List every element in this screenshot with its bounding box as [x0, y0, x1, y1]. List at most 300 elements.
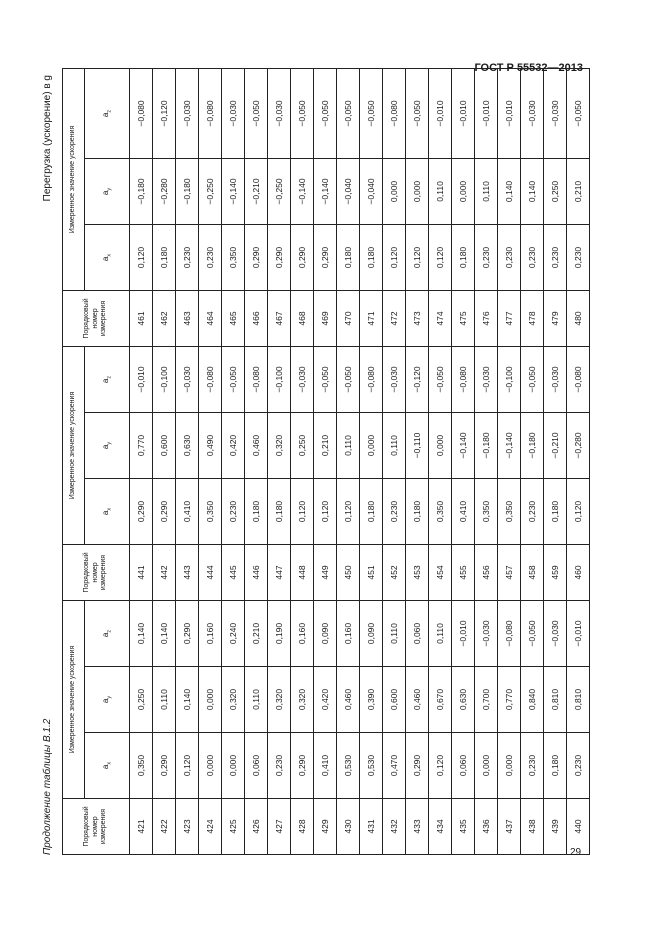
acceleration-value-cell: 0,180	[360, 224, 383, 290]
acceleration-value-cell: −0,050	[337, 346, 360, 412]
measurement-number-cell: 459	[544, 544, 567, 600]
table-row	[245, 68, 268, 854]
acceleration-value-cell: −0,050	[521, 600, 544, 666]
acceleration-value-cell: 0,350	[475, 478, 498, 544]
axis-symbol: a	[100, 510, 110, 516]
acceleration-value-cell: 0,700	[475, 667, 498, 733]
axis-header-y	[85, 412, 130, 478]
acceleration-value-cell: 0,120	[429, 224, 452, 290]
measurement-number-cell: 424	[199, 799, 222, 855]
acceleration-value-cell: 0,160	[199, 600, 222, 666]
acceleration-value-cell: −0,110	[406, 412, 429, 478]
acceleration-value-cell: 0,110	[429, 158, 452, 224]
acceleration-value-cell: −0,080	[130, 68, 153, 158]
table-row	[153, 68, 176, 854]
acceleration-value-cell: 0,460	[406, 667, 429, 733]
acceleration-value-cell: −0,140	[222, 158, 245, 224]
acceleration-value-cell: −0,080	[383, 68, 406, 158]
table-row	[291, 68, 314, 854]
acceleration-value-cell: −0,010	[475, 68, 498, 158]
measurement-number-cell: 470	[337, 290, 360, 346]
acceleration-value-cell: 0,000	[498, 733, 521, 799]
rotated-table-area	[42, 75, 584, 855]
acceleration-value-cell: 0,000	[452, 158, 475, 224]
acceleration-value-cell: 0,140	[130, 600, 153, 666]
measurement-number-cell: 437	[498, 799, 521, 855]
acceleration-value-cell: 0,000	[475, 733, 498, 799]
axis-header-y	[85, 667, 130, 733]
table-row	[314, 68, 337, 854]
acceleration-value-cell: 0,350	[222, 224, 245, 290]
table-row	[268, 68, 291, 854]
measurement-number-cell: 447	[268, 544, 291, 600]
axis-header-x	[85, 224, 130, 290]
table-row	[498, 68, 521, 854]
measurement-number-cell: 475	[452, 290, 475, 346]
table-header	[63, 68, 130, 854]
measurement-number-cell: 457	[498, 544, 521, 600]
measured-value-group-header: Измеренное значение ускорения	[63, 68, 85, 290]
acceleration-value-cell: −0,080	[245, 346, 268, 412]
measurement-number-cell: 461	[130, 290, 153, 346]
acceleration-value-cell: 0,290	[314, 224, 337, 290]
measurement-number-cell: 451	[360, 544, 383, 600]
acceleration-value-cell: 0,230	[567, 224, 590, 290]
acceleration-value-cell: 0,290	[153, 733, 176, 799]
acceleration-value-cell: 0,000	[199, 667, 222, 733]
axis-header-x	[85, 733, 130, 799]
acceleration-value-cell: −0,100	[498, 346, 521, 412]
acceleration-value-cell: 0,410	[314, 733, 337, 799]
acceleration-value-cell: −0,010	[567, 600, 590, 666]
acceleration-value-cell: −0,080	[199, 346, 222, 412]
acceleration-value-cell: −0,030	[176, 68, 199, 158]
acceleration-value-cell: 0,320	[268, 412, 291, 478]
acceleration-value-cell: 0,420	[314, 667, 337, 733]
acceleration-value-cell: 0,670	[429, 667, 452, 733]
acceleration-value-cell: 0,420	[222, 412, 245, 478]
measurement-number-cell: 445	[222, 544, 245, 600]
acceleration-value-cell: 0,770	[130, 412, 153, 478]
table-continuation-caption: Продолжение таблицы В.1.2	[42, 718, 53, 855]
acceleration-value-cell: 0,160	[337, 600, 360, 666]
acceleration-value-cell: 0,530	[337, 733, 360, 799]
measurement-number-cell: 452	[383, 544, 406, 600]
measurement-number-cell: 431	[360, 799, 383, 855]
acceleration-value-cell: 0,290	[176, 600, 199, 666]
measurement-number-cell: 440	[567, 799, 590, 855]
measurement-number-cell: 462	[153, 290, 176, 346]
acceleration-value-cell: 0,140	[521, 158, 544, 224]
acceleration-value-cell: 0,250	[130, 667, 153, 733]
acceleration-value-cell: 0,230	[521, 224, 544, 290]
index-column-header: Порядковый номер измерения	[63, 544, 130, 600]
acceleration-value-cell: 0,180	[153, 224, 176, 290]
acceleration-value-cell: −0,080	[452, 346, 475, 412]
acceleration-value-cell: 0,000	[360, 412, 383, 478]
acceleration-value-cell: 0,210	[314, 412, 337, 478]
acceleration-value-cell: 0,120	[567, 478, 590, 544]
acceleration-value-cell: 0,210	[567, 158, 590, 224]
acceleration-value-cell: −0,030	[383, 346, 406, 412]
acceleration-value-cell: 0,110	[153, 667, 176, 733]
measurement-number-cell: 465	[222, 290, 245, 346]
acceleration-value-cell: 0,230	[544, 224, 567, 290]
acceleration-value-cell: 0,390	[360, 667, 383, 733]
axis-subscript: y	[106, 187, 113, 191]
acceleration-value-cell: −0,180	[130, 158, 153, 224]
acceleration-value-cell: −0,010	[452, 68, 475, 158]
measurement-number-cell: 442	[153, 544, 176, 600]
acceleration-value-cell: 0,110	[383, 600, 406, 666]
table-row	[452, 68, 475, 854]
acceleration-value-cell: 0,600	[383, 667, 406, 733]
acceleration-value-cell: −0,030	[521, 68, 544, 158]
acceleration-value-cell: 0,230	[199, 224, 222, 290]
acceleration-value-cell: −0,050	[360, 68, 383, 158]
measurement-number-cell: 436	[475, 799, 498, 855]
acceleration-value-cell: 0,120	[337, 478, 360, 544]
acceleration-value-cell: 0,120	[383, 224, 406, 290]
measurement-number-cell: 474	[429, 290, 452, 346]
measurement-number-cell: 439	[544, 799, 567, 855]
acceleration-value-cell: −0,030	[291, 346, 314, 412]
table-row	[406, 68, 429, 854]
acceleration-value-cell: 0,110	[383, 412, 406, 478]
acceleration-value-cell: 0,000	[429, 412, 452, 478]
acceleration-value-cell: −0,030	[222, 68, 245, 158]
axis-symbol: a	[100, 632, 110, 638]
index-column-header: Порядковый номер измерения	[63, 799, 130, 855]
measurement-number-cell: 473	[406, 290, 429, 346]
measurement-number-cell: 429	[314, 799, 337, 855]
acceleration-value-cell: 0,230	[268, 733, 291, 799]
acceleration-value-cell: 0,110	[337, 412, 360, 478]
acceleration-value-cell: 0,290	[130, 478, 153, 544]
measurement-number-cell: 438	[521, 799, 544, 855]
acceleration-value-cell: 0,120	[406, 224, 429, 290]
acceleration-value-cell: 0,320	[291, 667, 314, 733]
acceleration-value-cell: 0,180	[406, 478, 429, 544]
measurement-number-cell: 466	[245, 290, 268, 346]
measurement-number-cell: 430	[337, 799, 360, 855]
table-row	[360, 68, 383, 854]
measurement-number-cell: 423	[176, 799, 199, 855]
table-row	[521, 68, 544, 854]
axis-subscript: z	[106, 375, 113, 379]
acceleration-value-cell: 0,120	[176, 733, 199, 799]
acceleration-value-cell: 0,060	[452, 733, 475, 799]
acceleration-value-cell: 0,230	[475, 224, 498, 290]
measurement-number-cell: 450	[337, 544, 360, 600]
acceleration-value-cell: 0,490	[199, 412, 222, 478]
acceleration-value-cell: 0,000	[199, 733, 222, 799]
acceleration-value-cell: −0,210	[544, 412, 567, 478]
acceleration-value-cell: 0,250	[291, 412, 314, 478]
acceleration-value-cell: −0,210	[245, 158, 268, 224]
acceleration-value-cell: −0,120	[153, 68, 176, 158]
axis-symbol: a	[100, 190, 110, 196]
table-row	[337, 68, 360, 854]
acceleration-value-cell: −0,180	[475, 412, 498, 478]
acceleration-value-cell: 0,110	[245, 667, 268, 733]
acceleration-value-cell: 0,460	[245, 412, 268, 478]
acceleration-value-cell: −0,050	[429, 346, 452, 412]
axis-symbol: a	[100, 764, 110, 770]
acceleration-value-cell: 0,320	[268, 667, 291, 733]
acceleration-value-cell: 0,230	[521, 478, 544, 544]
acceleration-value-cell: −0,010	[452, 600, 475, 666]
acceleration-value-cell: 0,120	[314, 478, 337, 544]
acceleration-value-cell: −0,250	[199, 158, 222, 224]
acceleration-value-cell: −0,080	[360, 346, 383, 412]
measurement-number-cell: 458	[521, 544, 544, 600]
measurement-number-cell: 444	[199, 544, 222, 600]
measurement-number-cell: 428	[291, 799, 314, 855]
acceleration-value-cell: −0,030	[544, 68, 567, 158]
acceleration-value-cell: 0,350	[429, 478, 452, 544]
measurement-number-cell: 478	[521, 290, 544, 346]
measurement-number-cell: 455	[452, 544, 475, 600]
acceleration-value-cell: −0,050	[406, 68, 429, 158]
measured-value-group-header: Измеренное значение ускорения	[63, 600, 85, 798]
acceleration-value-cell: −0,140	[452, 412, 475, 478]
acceleration-value-cell: 0,060	[245, 733, 268, 799]
table-row	[544, 68, 567, 854]
acceleration-value-cell: −0,030	[176, 346, 199, 412]
axis-header-z	[85, 600, 130, 666]
acceleration-value-cell: −0,030	[475, 600, 498, 666]
acceleration-value-cell: 0,230	[222, 478, 245, 544]
acceleration-value-cell: −0,040	[337, 158, 360, 224]
acceleration-value-cell: 0,230	[176, 224, 199, 290]
acceleration-value-cell: −0,010	[498, 68, 521, 158]
axis-subscript: x	[106, 507, 113, 511]
acceleration-value-cell: 0,120	[291, 478, 314, 544]
axis-subscript: x	[106, 253, 113, 257]
measurement-number-cell: 460	[567, 544, 590, 600]
acceleration-value-cell: −0,030	[544, 600, 567, 666]
measurement-number-cell: 471	[360, 290, 383, 346]
acceleration-value-cell: 0,410	[452, 478, 475, 544]
acceleration-value-cell: 0,210	[245, 600, 268, 666]
measurement-number-cell: 433	[406, 799, 429, 855]
table-row	[199, 68, 222, 854]
acceleration-value-cell: 0,810	[544, 667, 567, 733]
acceleration-value-cell: 0,140	[153, 600, 176, 666]
measurement-number-cell: 454	[429, 544, 452, 600]
acceleration-value-cell: 0,530	[360, 733, 383, 799]
table-row	[383, 68, 406, 854]
acceleration-value-cell: 0,180	[268, 478, 291, 544]
acceleration-value-cell: 0,290	[245, 224, 268, 290]
acceleration-value-cell: 0,350	[498, 478, 521, 544]
acceleration-value-cell: 0,460	[337, 667, 360, 733]
acceleration-value-cell: 0,000	[383, 158, 406, 224]
measurement-number-cell: 472	[383, 290, 406, 346]
acceleration-value-cell: 0,810	[567, 667, 590, 733]
standard-code: ГОСТ Р 55532—2013	[474, 62, 583, 74]
overload-caption: Перегрузка (ускорение) в g	[42, 75, 53, 202]
acceleration-value-cell: 0,230	[567, 733, 590, 799]
acceleration-value-cell: −0,080	[567, 346, 590, 412]
measurement-number-cell: 432	[383, 799, 406, 855]
table-row	[222, 68, 245, 854]
axis-symbol: a	[100, 444, 110, 450]
measurement-number-cell: 449	[314, 544, 337, 600]
acceleration-value-cell: −0,080	[199, 68, 222, 158]
acceleration-value-cell: −0,180	[176, 158, 199, 224]
acceleration-value-cell: −0,030	[475, 346, 498, 412]
acceleration-value-cell: −0,050	[222, 346, 245, 412]
acceleration-value-cell: 0,120	[429, 733, 452, 799]
acceleration-value-cell: −0,050	[291, 68, 314, 158]
axis-subscript: z	[106, 109, 113, 113]
acceleration-value-cell: −0,120	[406, 346, 429, 412]
acceleration-value-cell: 0,350	[199, 478, 222, 544]
table-body	[130, 68, 590, 854]
measurement-number-cell: 464	[199, 290, 222, 346]
axis-header-z	[85, 346, 130, 412]
acceleration-value-cell: 0,230	[383, 478, 406, 544]
measurement-number-cell: 476	[475, 290, 498, 346]
measurement-number-cell: 469	[314, 290, 337, 346]
table-row	[130, 68, 153, 854]
axis-symbol: a	[100, 698, 110, 704]
acceleration-value-cell: −0,250	[268, 158, 291, 224]
acceleration-value-cell: −0,050	[567, 68, 590, 158]
measurement-number-cell: 421	[130, 799, 153, 855]
measurement-number-cell: 422	[153, 799, 176, 855]
measurement-number-cell: 453	[406, 544, 429, 600]
acceleration-value-cell: 0,630	[452, 667, 475, 733]
acceleration-value-cell: 0,290	[268, 224, 291, 290]
acceleration-value-cell: 0,110	[475, 158, 498, 224]
acceleration-value-cell: 0,630	[176, 412, 199, 478]
acceleration-value-cell: 0,090	[314, 600, 337, 666]
acceleration-value-cell: −0,050	[521, 346, 544, 412]
measurement-number-cell: 443	[176, 544, 199, 600]
index-column-header: Порядковый номер измерения	[63, 290, 130, 346]
measurement-number-cell: 468	[291, 290, 314, 346]
acceleration-value-cell: 0,180	[337, 224, 360, 290]
acceleration-value-cell: 0,000	[222, 733, 245, 799]
axis-symbol: a	[100, 256, 110, 262]
measurement-number-cell: 446	[245, 544, 268, 600]
acceleration-value-cell: −0,140	[314, 158, 337, 224]
acceleration-value-cell: −0,030	[544, 346, 567, 412]
table-row	[429, 68, 452, 854]
acceleration-value-cell: 0,060	[406, 600, 429, 666]
measurement-number-cell: 448	[291, 544, 314, 600]
acceleration-value-cell: 0,160	[291, 600, 314, 666]
acceleration-value-cell: −0,180	[521, 412, 544, 478]
acceleration-value-cell: 0,090	[360, 600, 383, 666]
acceleration-value-cell: 0,350	[130, 733, 153, 799]
acceleration-value-cell: 0,180	[544, 478, 567, 544]
axis-symbol: a	[100, 378, 110, 384]
measurement-number-cell: 434	[429, 799, 452, 855]
page-number: 29	[570, 847, 582, 858]
measurement-number-cell: 427	[268, 799, 291, 855]
measurement-number-cell: 435	[452, 799, 475, 855]
measurement-number-cell: 463	[176, 290, 199, 346]
measurement-number-cell: 480	[567, 290, 590, 346]
acceleration-value-cell: 0,840	[521, 667, 544, 733]
acceleration-value-cell: −0,050	[245, 68, 268, 158]
acceleration-value-cell: 0,250	[544, 158, 567, 224]
measurement-number-cell: 441	[130, 544, 153, 600]
acceleration-value-cell: −0,040	[360, 158, 383, 224]
acceleration-value-cell: −0,050	[314, 346, 337, 412]
acceleration-value-cell: 0,770	[498, 667, 521, 733]
acceleration-value-cell: −0,100	[268, 346, 291, 412]
acceleration-value-cell: −0,280	[153, 158, 176, 224]
acceleration-value-cell: 0,290	[406, 733, 429, 799]
measurement-number-cell: 479	[544, 290, 567, 346]
acceleration-value-cell: −0,030	[268, 68, 291, 158]
measurement-number-cell: 456	[475, 544, 498, 600]
acceleration-value-cell: 0,230	[498, 224, 521, 290]
acceleration-value-cell: 0,230	[521, 733, 544, 799]
acceleration-value-cell: 0,240	[222, 600, 245, 666]
acceleration-value-cell: 0,600	[153, 412, 176, 478]
measurement-number-cell: 467	[268, 290, 291, 346]
measurement-number-cell: 425	[222, 799, 245, 855]
acceleration-value-cell: −0,140	[498, 412, 521, 478]
acceleration-value-cell: −0,080	[498, 600, 521, 666]
acceleration-value-cell: 0,110	[429, 600, 452, 666]
measurement-number-cell: 477	[498, 290, 521, 346]
acceleration-value-cell: 0,290	[291, 224, 314, 290]
axis-header-x	[85, 478, 130, 544]
acceleration-value-cell: −0,050	[314, 68, 337, 158]
axis-subscript: z	[106, 629, 113, 633]
axis-subscript: x	[106, 761, 113, 765]
acceleration-value-cell: −0,010	[429, 68, 452, 158]
acceleration-value-cell: 0,320	[222, 667, 245, 733]
axis-symbol: a	[100, 112, 110, 118]
acceleration-value-cell: 0,470	[383, 733, 406, 799]
acceleration-value-cell: −0,050	[337, 68, 360, 158]
acceleration-value-cell: 0,290	[291, 733, 314, 799]
table-row	[475, 68, 498, 854]
axis-header-z	[85, 68, 130, 158]
acceleration-value-cell: 0,000	[406, 158, 429, 224]
acceleration-value-cell: −0,280	[567, 412, 590, 478]
axis-header-y	[85, 158, 130, 224]
acceleration-value-cell: −0,010	[130, 346, 153, 412]
axis-subscript: y	[106, 695, 113, 699]
measurement-number-cell: 426	[245, 799, 268, 855]
acceleration-value-cell: 0,410	[176, 478, 199, 544]
acceleration-value-cell: 0,180	[245, 478, 268, 544]
axis-subscript: y	[106, 441, 113, 445]
acceleration-value-cell: 0,180	[360, 478, 383, 544]
acceleration-value-cell: 0,190	[268, 600, 291, 666]
measured-value-group-header: Измеренное значение ускорения	[63, 346, 85, 544]
acceleration-value-cell: −0,100	[153, 346, 176, 412]
table-row	[176, 68, 199, 854]
table-row	[567, 68, 590, 854]
acceleration-value-cell: 0,140	[498, 158, 521, 224]
acceleration-value-cell: −0,140	[291, 158, 314, 224]
acceleration-value-cell: 0,180	[452, 224, 475, 290]
acceleration-value-cell: 0,120	[130, 224, 153, 290]
acceleration-value-cell: 0,140	[176, 667, 199, 733]
acceleration-table	[62, 68, 590, 855]
acceleration-value-cell: 0,180	[544, 733, 567, 799]
